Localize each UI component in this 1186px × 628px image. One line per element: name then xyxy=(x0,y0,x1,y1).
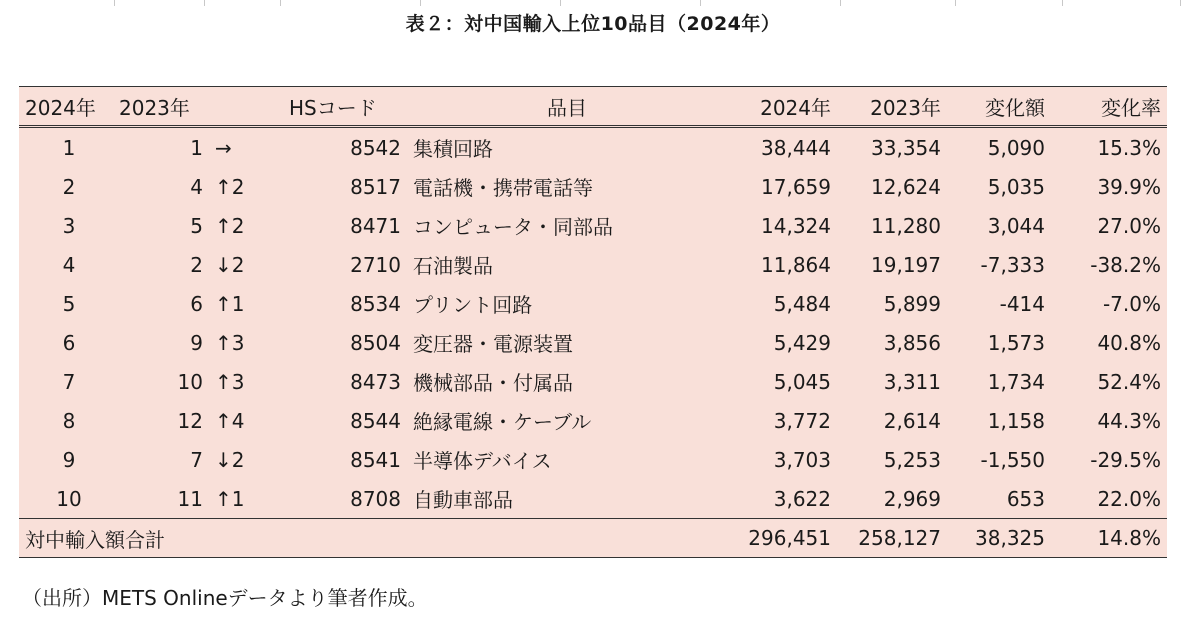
header-row xyxy=(19,87,1167,127)
header-rank-move xyxy=(209,87,279,127)
item-cell: 集積回路 xyxy=(413,137,493,161)
rank-2024-cell: 5 xyxy=(62,291,76,316)
value-2023-cell: 11,280 xyxy=(871,213,941,238)
rank-move-cell: ↑2 xyxy=(215,174,245,199)
total-value-2024: 296,451 xyxy=(727,519,837,558)
hs-code-cell: 2710 xyxy=(350,252,401,277)
rank-2024-cell: 4 xyxy=(62,252,76,277)
rank-move-cell: ↓2 xyxy=(215,252,245,277)
hs-code-cell: 8517 xyxy=(350,174,401,199)
change-amount-cell: 1,158 xyxy=(987,408,1045,433)
table-row xyxy=(19,440,1167,479)
change-rate-cell: 27.0% xyxy=(1097,213,1161,238)
item-cell: 自動車部品 xyxy=(413,488,513,512)
hs-code-cell: 8708 xyxy=(350,486,401,511)
rank-move-cell: ↑3 xyxy=(215,369,245,394)
change-rate-cell: 40.8% xyxy=(1097,330,1161,355)
rank-2023-cell: 4 xyxy=(190,174,203,199)
item-cell: 絶縁電線・ケーブル xyxy=(413,410,592,434)
rank-2023-cell: 1 xyxy=(190,135,203,160)
value-2023-cell: 19,197 xyxy=(871,252,941,277)
value-2024-cell: 17,659 xyxy=(761,174,831,199)
hs-code-cell: 8544 xyxy=(350,408,401,433)
table-row xyxy=(19,323,1167,362)
value-2024-cell: 5,045 xyxy=(773,369,831,394)
table-row xyxy=(19,362,1167,401)
item-cell: 変圧器・電源装置 xyxy=(413,332,573,356)
change-amount-cell: -7,333 xyxy=(980,252,1045,277)
value-2024-cell: 14,324 xyxy=(761,213,831,238)
total-value-2023: 258,127 xyxy=(837,519,947,558)
change-amount-cell: 1,573 xyxy=(987,330,1045,355)
rank-move-cell: → xyxy=(215,135,232,160)
hs-code-cell: 8471 xyxy=(350,213,401,238)
rank-2023-cell: 2 xyxy=(190,252,203,277)
page-gridlines xyxy=(0,0,1186,6)
header-rank-2023: 2023年 xyxy=(119,87,209,127)
header-value-2024: 2024年 xyxy=(727,87,837,127)
total-change-rate: 14.8% xyxy=(1051,519,1167,558)
hs-code-cell: 8542 xyxy=(350,135,401,160)
table-row xyxy=(19,245,1167,284)
change-amount-cell: 653 xyxy=(1006,486,1045,511)
rank-2024-cell: 3 xyxy=(62,213,76,238)
change-rate-cell: 15.3% xyxy=(1097,135,1161,160)
header-rank-2024: 2024年 xyxy=(19,87,119,127)
table-row xyxy=(19,206,1167,245)
source-note: （出所）METS Onlineデータより筆者作成。 xyxy=(22,586,428,610)
value-2024-cell: 3,622 xyxy=(773,486,831,511)
rank-2024-cell: 8 xyxy=(62,408,76,433)
value-2023-cell: 5,899 xyxy=(883,291,941,316)
change-amount-cell: 1,734 xyxy=(987,369,1045,394)
value-2023-cell: 2,969 xyxy=(883,486,941,511)
rank-2023-cell: 5 xyxy=(190,213,203,238)
hs-code-cell: 8541 xyxy=(350,447,401,472)
item-cell: 石油製品 xyxy=(413,254,493,278)
table-row xyxy=(19,284,1167,323)
rank-2024-cell: 2 xyxy=(62,174,76,199)
rank-2023-cell: 7 xyxy=(190,447,203,472)
rank-2024-cell: 10 xyxy=(56,486,82,511)
table-row xyxy=(19,127,1167,168)
change-amount-cell: 5,090 xyxy=(987,135,1045,160)
value-2023-cell: 2,614 xyxy=(883,408,941,433)
change-amount-cell: 3,044 xyxy=(987,213,1045,238)
rank-2023-cell: 12 xyxy=(177,408,203,433)
rank-2023-cell: 9 xyxy=(190,330,203,355)
table-row xyxy=(19,479,1167,519)
import-ranking-table xyxy=(19,86,1167,558)
change-rate-cell: -29.5% xyxy=(1090,447,1161,472)
value-2024-cell: 3,703 xyxy=(773,447,831,472)
rank-move-cell: ↑4 xyxy=(215,408,245,433)
total-change-amount: 38,325 xyxy=(947,519,1051,558)
hs-code-cell: 8534 xyxy=(350,291,401,316)
rank-2024-cell: 1 xyxy=(62,135,76,160)
hs-code-cell: 8473 xyxy=(350,369,401,394)
rank-2023-cell: 10 xyxy=(177,369,203,394)
rank-move-cell: ↑2 xyxy=(215,213,245,238)
value-2023-cell: 33,354 xyxy=(871,135,941,160)
table-row xyxy=(19,401,1167,440)
item-cell: コンピュータ・同部品 xyxy=(413,215,613,239)
change-amount-cell: -414 xyxy=(999,291,1045,316)
change-rate-cell: 22.0% xyxy=(1097,486,1161,511)
rank-2024-cell: 9 xyxy=(62,447,76,472)
rank-2024-cell: 7 xyxy=(62,369,76,394)
table-title: 表２：対中国輸入上位10品目（2024年） xyxy=(405,13,781,35)
change-rate-cell: 39.9% xyxy=(1097,174,1161,199)
value-2024-cell: 5,429 xyxy=(773,330,831,355)
header-change-rate: 変化率 xyxy=(1051,87,1167,127)
change-rate-cell: 44.3% xyxy=(1097,408,1161,433)
header-hs-code: HSコード xyxy=(279,87,407,127)
value-2024-cell: 5,484 xyxy=(773,291,831,316)
change-amount-cell: -1,550 xyxy=(980,447,1045,472)
value-2024-cell: 38,444 xyxy=(761,135,831,160)
item-cell: 機械部品・付属品 xyxy=(413,371,573,395)
hs-code-cell: 8504 xyxy=(350,330,401,355)
item-cell: 半導体デバイス xyxy=(413,449,552,473)
value-2023-cell: 3,311 xyxy=(883,369,941,394)
value-2023-cell: 12,624 xyxy=(871,174,941,199)
rank-2023-cell: 6 xyxy=(190,291,203,316)
change-rate-cell: 52.4% xyxy=(1097,369,1161,394)
rank-move-cell: ↓2 xyxy=(215,447,245,472)
rank-2024-cell: 6 xyxy=(62,330,76,355)
rank-move-cell: ↑1 xyxy=(215,291,245,316)
change-rate-cell: -7.0% xyxy=(1102,291,1161,316)
value-2023-cell: 5,253 xyxy=(883,447,941,472)
item-cell: 電話機・携帯電話等 xyxy=(413,176,593,200)
rank-move-cell: ↑3 xyxy=(215,330,245,355)
change-rate-cell: -38.2% xyxy=(1090,252,1161,277)
change-amount-cell: 5,035 xyxy=(987,174,1045,199)
header-change-amount: 変化額 xyxy=(947,87,1051,127)
value-2024-cell: 11,864 xyxy=(761,252,831,277)
rank-move-cell: ↑1 xyxy=(215,486,245,511)
value-2024-cell: 3,772 xyxy=(773,408,831,433)
item-cell: プリント回路 xyxy=(413,293,533,317)
value-2023-cell: 3,856 xyxy=(883,330,941,355)
header-value-2023: 2023年 xyxy=(837,87,947,127)
rank-2023-cell: 11 xyxy=(177,486,203,511)
header-item: 品目 xyxy=(407,87,727,127)
total-label: 対中輸入額合計 xyxy=(19,519,727,558)
total-row xyxy=(19,519,1167,558)
table-row xyxy=(19,167,1167,206)
